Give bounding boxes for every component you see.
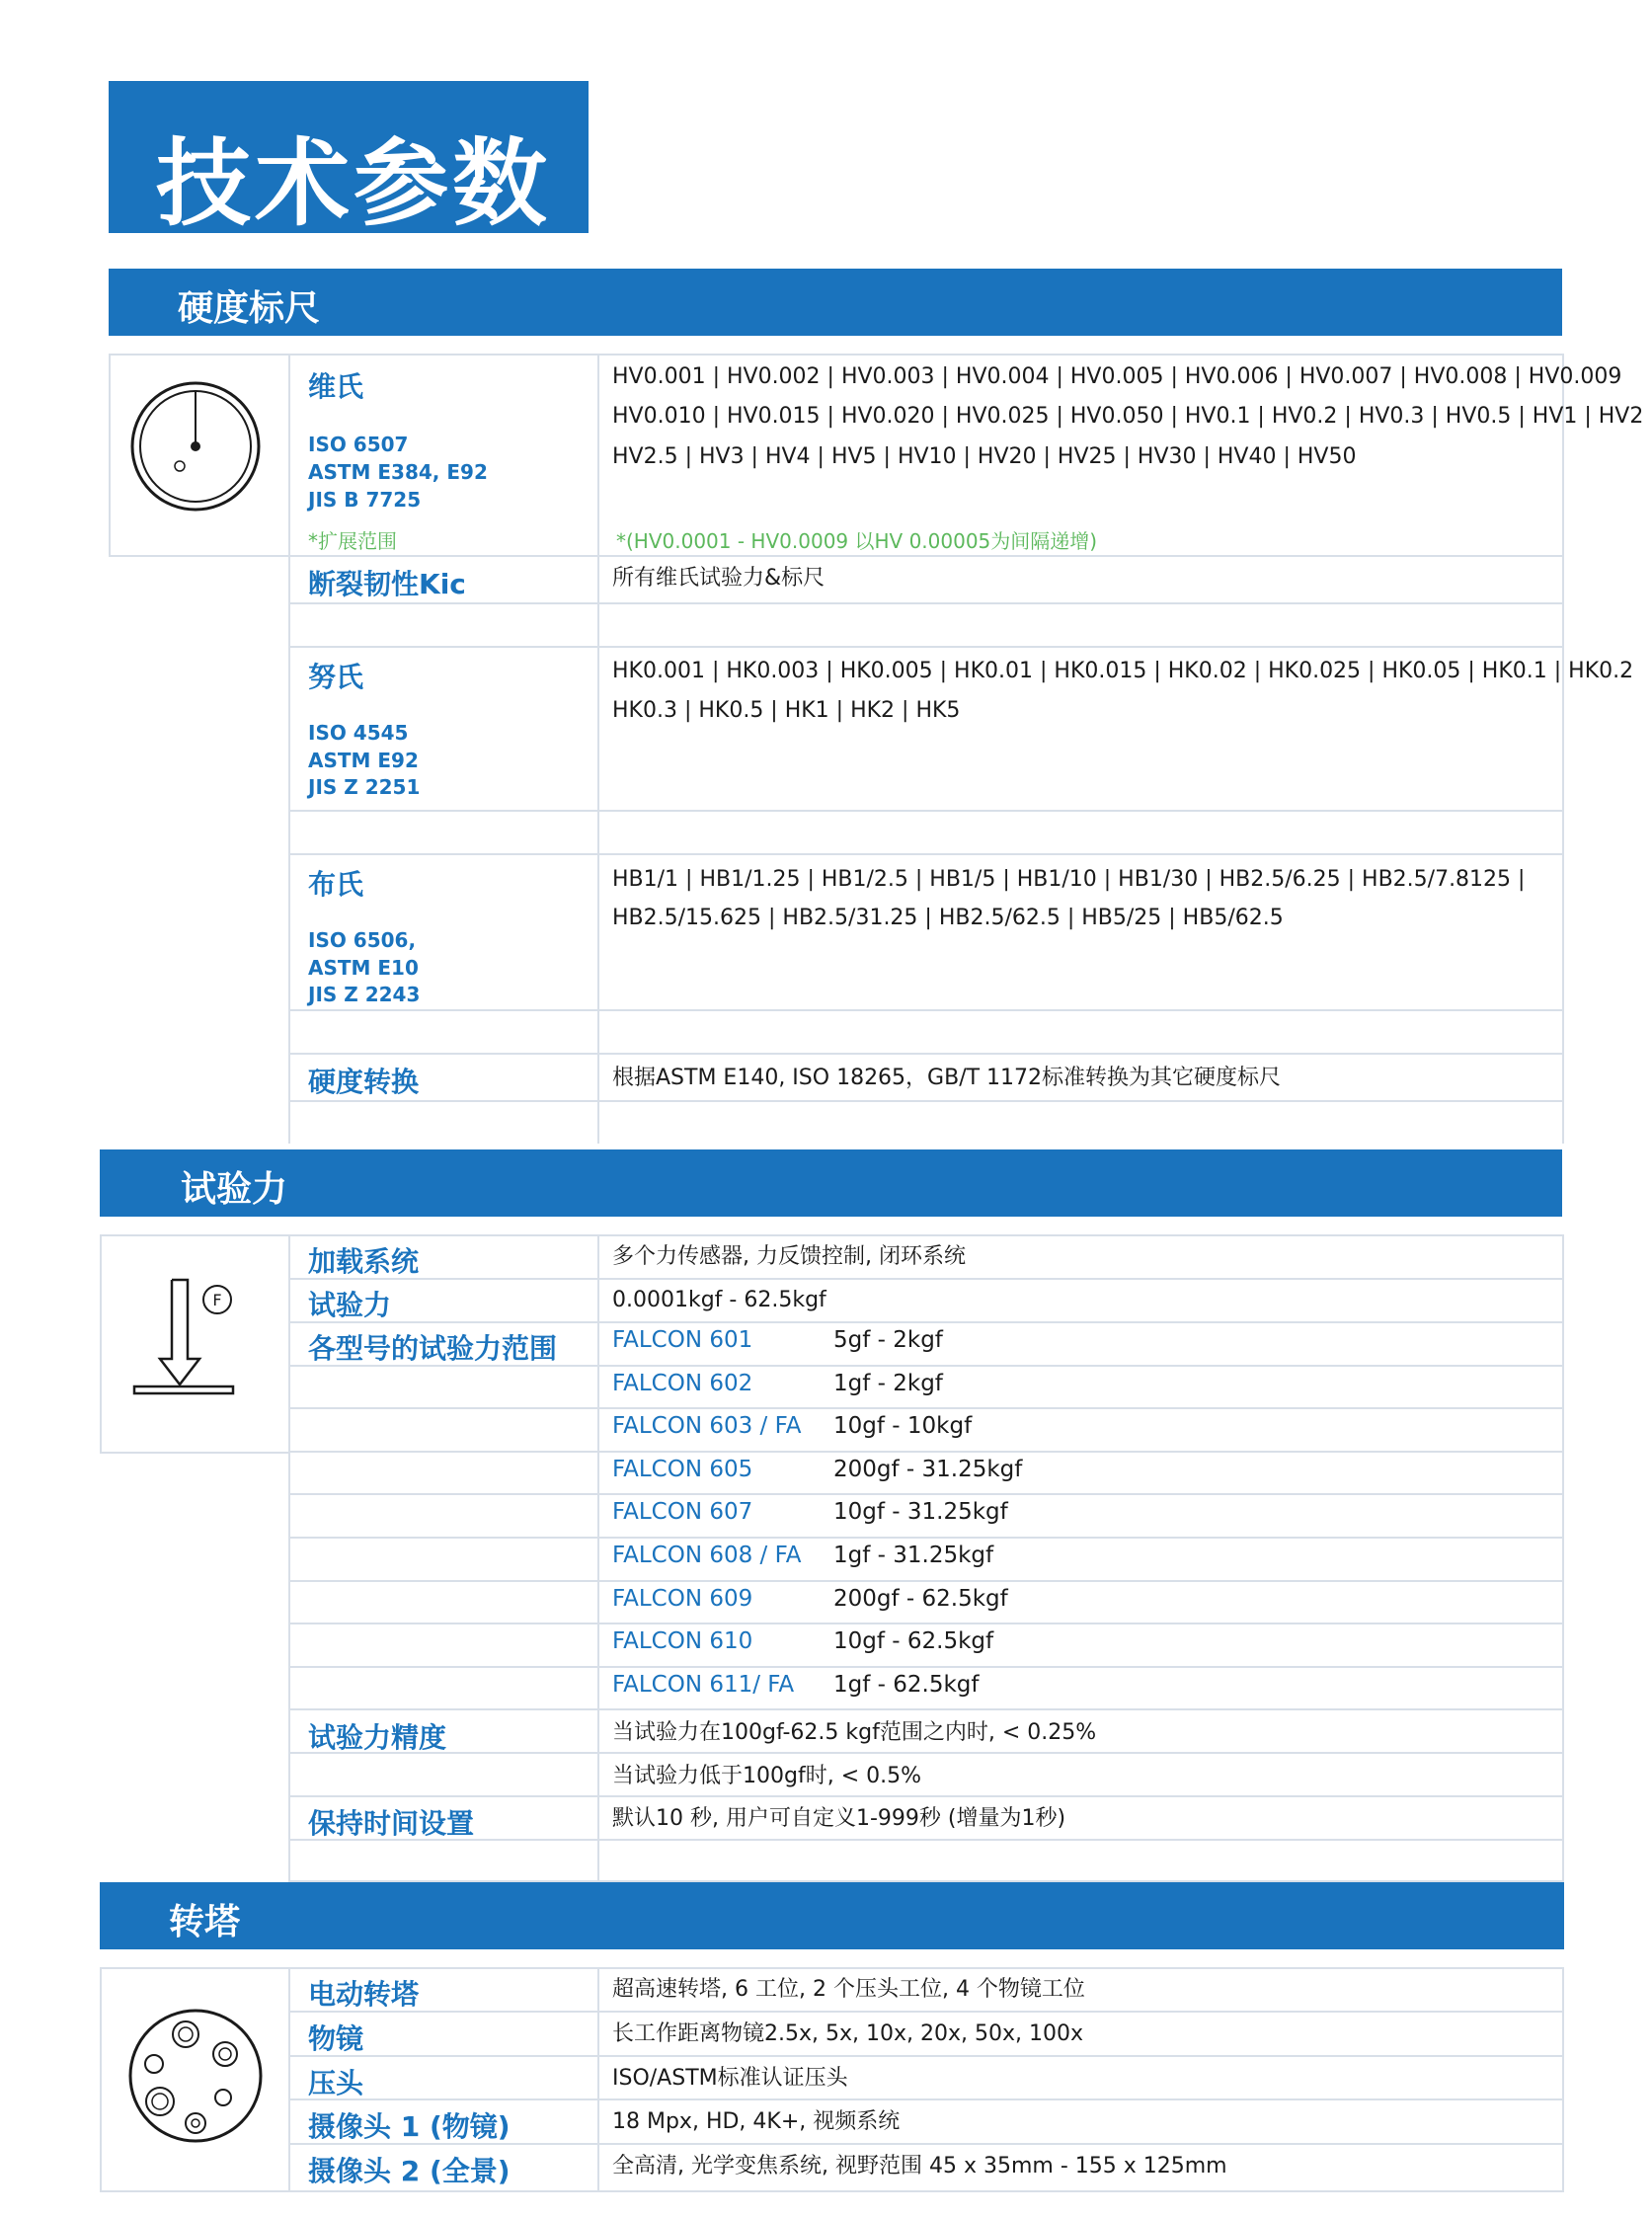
model-force-range: 5gf - 2kgf xyxy=(833,1327,943,1353)
divider xyxy=(288,1666,1564,1668)
divider xyxy=(288,1708,1564,1710)
divider xyxy=(100,1234,1564,1236)
turret-row-label: 摄像头 1 (物镜) xyxy=(308,2110,511,2143)
vickers-standard: ASTM E384, E92 xyxy=(308,460,488,484)
extended-range-label: *扩展范围 xyxy=(308,529,397,553)
knoop-scales-line: HK0.3 | HK0.5 | HK1 | HK2 | HK5 xyxy=(612,698,961,723)
divider xyxy=(100,2190,1564,2192)
divider xyxy=(288,2055,1564,2057)
model-force-range-label: 各型号的试验力范围 xyxy=(308,1332,558,1365)
divider xyxy=(288,1234,290,1882)
model-force-range: 1gf - 2kgf xyxy=(833,1371,943,1396)
model-force-range: 1gf - 62.5kgf xyxy=(833,1672,980,1698)
brinell-label: 布氏 xyxy=(308,868,364,901)
loading-system-label: 加载系统 xyxy=(308,1245,420,1278)
divider xyxy=(288,2098,1564,2100)
model-force-range: 1gf - 31.25kgf xyxy=(833,1543,994,1568)
vickers-label: 维氏 xyxy=(308,370,364,403)
model-name: FALCON 601 xyxy=(612,1327,753,1353)
knoop-label: 努氏 xyxy=(308,661,364,693)
divider xyxy=(100,1967,1564,1969)
divider xyxy=(288,602,1564,604)
turret-row-label: 物镜 xyxy=(308,2022,364,2055)
model-name: FALCON 603 / FA xyxy=(612,1413,802,1439)
force-accuracy-label: 试验力精度 xyxy=(308,1721,447,1754)
conversion-value: 根据ASTM E140, ISO 18265，GB/T 1172标准转换为其它硬度标尺 xyxy=(612,1066,1282,1090)
force-arrow-icon xyxy=(128,1278,243,1396)
divider xyxy=(1562,1234,1564,1882)
model-name: FALCON 608 / FA xyxy=(612,1543,802,1568)
model-force-range: 200gf - 62.5kgf xyxy=(833,1586,1008,1612)
model-force-range: 200gf - 31.25kgf xyxy=(833,1457,1023,1482)
section-header-turret xyxy=(100,1882,1564,1949)
kic-label: 断裂韧性Kic xyxy=(308,568,466,600)
divider xyxy=(597,1967,599,2192)
vickers-scales-line: HV0.001 | HV0.002 | HV0.003 | HV0.004 | HV0.005 | HV0.006 | HV0.007 | HV0.008 | HV0.009 xyxy=(612,364,1622,389)
divider xyxy=(597,354,599,1144)
divider xyxy=(288,1407,1564,1409)
vickers-standard: ISO 6507 xyxy=(308,433,409,456)
divider xyxy=(288,1537,1564,1539)
model-name: FALCON 610 xyxy=(612,1628,753,1654)
brinell-standard: ASTM E10 xyxy=(308,956,419,980)
model-name: FALCON 609 xyxy=(612,1586,753,1612)
vickers-standard: JIS B 7725 xyxy=(308,488,422,512)
turret-row-value: ISO/ASTM标准认证压头 xyxy=(612,2066,848,2091)
force-icon-letter: F xyxy=(212,1291,222,1309)
force-accuracy-value: 当试验力在100gf-62.5 kgf范围之内时, < 0.25% xyxy=(612,1720,1097,1745)
vickers-scales-line: HV2.5 | HV3 | HV4 | HV5 | HV10 | HV20 | HV25 | HV30 | HV40 | HV50 xyxy=(612,444,1357,469)
divider xyxy=(288,1451,1564,1453)
divider xyxy=(100,1967,102,2192)
brinell-scales-line: HB1/1 | HB1/1.25 | HB1/2.5 | HB1/5 | HB1/10 | HB1/30 | HB2.5/6.25 | HB2.5/7.8125 | xyxy=(612,867,1526,892)
force-accuracy-value: 当试验力低于100gf时, < 0.5% xyxy=(612,1764,922,1788)
page-title: 技术参数 xyxy=(156,128,551,239)
model-force-range: 10gf - 62.5kgf xyxy=(833,1628,994,1654)
section-header-force xyxy=(100,1149,1562,1217)
model-name: FALCON 605 xyxy=(612,1457,753,1482)
divider xyxy=(109,555,290,557)
section-title-turret: 转塔 xyxy=(169,1902,241,1942)
divider xyxy=(1562,1967,1564,2192)
turret-icon xyxy=(126,2007,265,2145)
divider xyxy=(288,555,1564,557)
dwell-time-value: 默认10 秒, 用户可自定义1-999秒 (增量为1秒) xyxy=(612,1806,1066,1831)
divider xyxy=(288,646,1564,648)
section-header-hardness xyxy=(109,269,1562,336)
divider xyxy=(109,354,111,557)
brinell-scales-line: HB2.5/15.625 | HB2.5/31.25 | HB2.5/62.5 | HB5/25 | HB5/62.5 xyxy=(612,906,1284,930)
knoop-scales-line: HK0.001 | HK0.003 | HK0.005 | HK0.01 | HK0.015 | HK0.02 | HK0.025 | HK0.05 | HK0.1 | HK0.2 xyxy=(612,659,1634,683)
turret-row-value: 超高速转塔, 6 工位, 2 个压头工位, 4 个物镜工位 xyxy=(612,1977,1085,2002)
divider xyxy=(288,2011,1564,2013)
divider xyxy=(100,1234,102,1454)
divider xyxy=(288,1278,1564,1280)
brinell-standard: ISO 6506, xyxy=(308,928,417,952)
model-name: FALCON 611/ FA xyxy=(612,1672,795,1698)
divider xyxy=(288,1967,290,2192)
extended-range-value: *(HV0.0001 - HV0.0009 以HV 0.00005为间隔递增) xyxy=(616,529,1098,553)
model-force-range: 10gf - 10kgf xyxy=(833,1413,973,1439)
divider xyxy=(100,1452,290,1454)
turret-row-value: 全高清, 光学变焦系统, 视野范围 45 x 35mm - 155 x 125mm xyxy=(612,2154,1227,2178)
turret-row-label: 压头 xyxy=(308,2067,364,2099)
knoop-standard: ASTM E92 xyxy=(308,749,419,772)
test-force-value: 0.0001kgf - 62.5kgf xyxy=(612,1288,826,1312)
divider xyxy=(288,1580,1564,1582)
dwell-time-label: 保持时间设置 xyxy=(308,1807,475,1840)
divider xyxy=(288,1321,1564,1323)
turret-row-label: 电动转塔 xyxy=(308,1978,420,2011)
divider xyxy=(1562,354,1564,1144)
model-name: FALCON 607 xyxy=(612,1499,753,1525)
divider xyxy=(288,1009,1564,1011)
divider xyxy=(109,354,1564,356)
page-title-box xyxy=(109,81,589,239)
model-name: FALCON 602 xyxy=(612,1371,753,1396)
conversion-label: 硬度转换 xyxy=(308,1066,420,1098)
divider xyxy=(288,1839,1564,1841)
turret-row-value: 18 Mpx, HD, 4K+, 视频系统 xyxy=(612,2109,901,2134)
kic-value: 所有维氏试验力&标尺 xyxy=(612,566,826,591)
divider xyxy=(288,1493,1564,1495)
test-force-label: 试验力 xyxy=(308,1289,392,1321)
section-title-force: 试验力 xyxy=(181,1169,288,1210)
divider xyxy=(288,354,290,1144)
turret-row-label: 摄像头 2 (全景) xyxy=(308,2155,511,2187)
knoop-standard: JIS Z 2251 xyxy=(308,775,421,799)
divider xyxy=(288,1623,1564,1624)
vickers-scales-line: HV0.010 | HV0.015 | HV0.020 | HV0.025 | HV0.050 | HV0.1 | HV0.2 | HV0.3 | HV0.5 | HV1 | HV2 xyxy=(612,404,1644,429)
loading-system-value: 多个力传感器, 力反馈控制, 闭环系统 xyxy=(612,1244,966,1269)
divider xyxy=(597,1234,599,1882)
divider xyxy=(288,1053,1564,1055)
dial-gauge-icon xyxy=(128,379,263,514)
divider xyxy=(288,1100,1564,1102)
turret-row-value: 长工作距离物镜2.5x, 5x, 10x, 20x, 50x, 100x xyxy=(612,2021,1084,2046)
divider xyxy=(288,810,1564,812)
brinell-standard: JIS Z 2243 xyxy=(308,983,421,1006)
divider xyxy=(288,1795,1564,1797)
divider xyxy=(288,853,1564,855)
model-force-range: 10gf - 31.25kgf xyxy=(833,1499,1008,1525)
knoop-standard: ISO 4545 xyxy=(308,721,409,745)
section-title-hardness: 硬度标尺 xyxy=(178,288,321,329)
